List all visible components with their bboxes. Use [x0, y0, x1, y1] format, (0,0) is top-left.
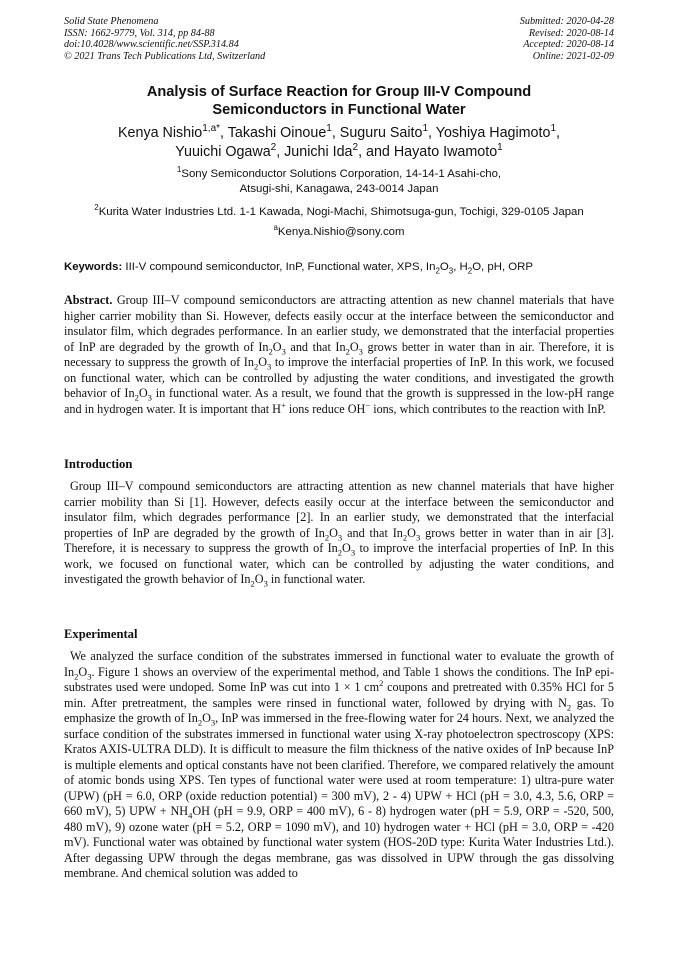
intro-text: O	[329, 525, 338, 540]
intro-text: O	[342, 541, 351, 555]
email-link[interactable]: Kenya.Nishio@sony.com	[277, 226, 405, 238]
author-line-2	[40, 143, 638, 162]
corresponding-email	[40, 225, 638, 240]
abstract	[64, 293, 614, 417]
subscript: 2	[268, 345, 273, 356]
revised-date: Revised: 2020-08-14	[528, 27, 614, 39]
author-name: Kenya Nishio	[118, 125, 203, 141]
affiliation-2	[40, 205, 638, 220]
abstract-label: Abstract.	[64, 293, 113, 307]
subscript: 3	[210, 717, 216, 728]
subscript: 2	[337, 547, 343, 558]
subscript: 3	[87, 670, 92, 681]
subscript: 3	[147, 392, 152, 403]
author-sup: 2	[270, 142, 277, 154]
title-line-2: Semiconductors in Functional Water	[212, 102, 466, 118]
journal-name: Solid State Phenomena	[64, 16, 159, 27]
author-name: , and Hayato Iwamoto	[358, 144, 498, 160]
subscript: 2	[324, 531, 330, 542]
header-left	[64, 16, 265, 62]
introduction-heading: Introduction	[64, 457, 133, 471]
exp-text: . Figure 1 shows an overview of the experimental method, and Table 1 shows the conditions. The InP epi-substrates used were undoped. Some InP was cut into 1 × 1 cm	[64, 664, 614, 694]
superscript: 2	[379, 677, 384, 688]
introduction-body	[64, 479, 614, 588]
subscript: 3	[358, 345, 363, 356]
author-sup: 1	[422, 123, 429, 135]
author-separator: ,	[556, 125, 560, 141]
subscript: 2	[197, 717, 203, 728]
keywords	[64, 260, 624, 275]
affiliation-sup: 1	[176, 165, 182, 175]
abstract-text: Group III–V compound semiconductors are attracting attention as new channel materials that have higher carrier mobility than Si. However, defects easily occur at the interface between the semiconductor and insulator film, which degrades performance. In an earlier study, we demonstrated that the interfacial properties of InP are degraded by the growth of In	[64, 293, 614, 354]
affiliation-1-line-1	[40, 167, 638, 182]
keywords-text: O, pH, ORP	[472, 261, 533, 273]
author-name: Yuuichi Ogawa	[175, 144, 271, 160]
paper-title	[40, 83, 638, 119]
experimental-heading: Experimental	[64, 627, 138, 641]
abstract-text: to improve the interfacial properties of InP. In this work, we focused on functional water, which can be controlled by adjusting the water conditions, and investigated the growth behavior of In	[64, 355, 614, 400]
doi-line[interactable]: doi:10.4028/www.scientific.net/SSP.314.84	[64, 39, 239, 51]
subscript: 2	[467, 266, 473, 276]
subscript: 2	[402, 531, 408, 542]
exp-text: OH (pH = 9.9, ORP = 400 mV), 6 - 8) hydrogen water (pH = 5.9, ORP = -520, 500, 480 mV), 9) ozone water (pH = 5.2, ORP = 1090 mV), and 10) hydrogen water + HCl (pH = 3.0, ORP = -420 mV). Functional water was obtained by functional water system (HOS-20D type: Kurita Water Industries Ltd.). After degassing UPW through the degas membrane, gas was dissolved in UPW through the gas dissolving membrane. And chemical solution was added to	[64, 804, 614, 880]
subscript: 2	[345, 345, 350, 356]
superscript: −	[365, 399, 371, 410]
subscript: 3	[448, 266, 454, 276]
experimental-body	[64, 649, 614, 882]
abstract-text: ions reduce OH	[285, 401, 366, 416]
affiliation-text: Sony Semiconductor Solutions Corporation, 14-14-1 Asahi-cho,	[181, 168, 502, 180]
issn-line: ISSN: 1662-9779, Vol. 314, pp 84-88	[64, 27, 215, 39]
affiliation-sup: 2	[94, 203, 99, 213]
title-line-1: Analysis of Surface Reaction for Group III-V Compound	[146, 84, 532, 100]
submitted-date: Submitted: 2020-04-28	[519, 16, 614, 27]
abstract-text: O	[138, 386, 148, 400]
keywords-text: III-V compound semiconductor, InP, Functional water, XPS, In	[122, 261, 436, 273]
copyright-line: © 2021 Trans Tech Publications Ltd, Switzerland	[64, 50, 266, 62]
author-name: , Takashi Oinoue	[220, 125, 327, 141]
exp-text: coupons and pretreated with 0.35% HCl for 5 min. After pretreatment, the samples were rinsed in functional water, followed by drying with N	[64, 680, 614, 710]
exp-text: gas. To emphasize the growth of In	[64, 695, 614, 725]
subscript: 3	[267, 361, 272, 372]
intro-text: Group III–V compound semiconductors are attracting attention as new channel materials that have higher carrier mobility than Si [1]. However, defects easily occur at the interface between the semiconductor and insulator film, which degrades performance [2]. In an earlier study, we demonstrated that the interfacial properties of InP are degraded by the growth of In	[64, 479, 614, 540]
subscript: 3	[281, 345, 286, 356]
affiliation-text: Kurita Water Industries Ltd. 1-1 Kawada, Nogi-Machi, Shimotsuga-gun, Tochigi, 329-0105 Japan	[98, 206, 584, 218]
abstract-text: and that In	[285, 339, 346, 354]
author-sup: 1	[497, 142, 503, 154]
author-sup: 1	[550, 123, 556, 135]
abstract-text: O	[272, 339, 282, 354]
abstract-text: in functional water. As a result, we found that the growth is suppressed in the low-pH range and in hydrogen water. It is important that H	[64, 386, 614, 416]
intro-text: O	[407, 525, 416, 540]
subscript: 2	[253, 361, 259, 372]
subscript: 3	[350, 547, 356, 558]
author-list	[40, 124, 638, 162]
abstract-text: O	[258, 355, 268, 369]
subscript: 3	[263, 578, 268, 589]
email-sup: a	[273, 223, 278, 233]
keywords-text: , H	[453, 261, 468, 273]
author-name: , Junichi Ida	[276, 144, 353, 160]
author-sup: 2	[352, 142, 359, 154]
subscript: 2	[566, 701, 572, 712]
accepted-date: Accepted: 2020-08-14	[523, 39, 614, 51]
subscript: 2	[74, 670, 79, 681]
abstract-text: ions, which contributes to the reaction with InP.	[370, 401, 606, 416]
exp-text: We analyzed the surface condition of the substrates immersed in functional water to evaluate the growth of In	[64, 649, 614, 679]
subscript: 2	[250, 578, 255, 589]
subscript: 3	[415, 531, 421, 542]
author-line-1	[40, 124, 638, 143]
keywords-text: O	[439, 261, 449, 273]
intro-text: O	[254, 572, 264, 586]
author-sup: 1,a*	[202, 123, 221, 135]
affiliation-1	[40, 167, 638, 197]
keywords-label: Keywords:	[64, 261, 123, 273]
author-name: , Suguru Saito	[331, 125, 423, 141]
subscript: 3	[337, 531, 343, 542]
exp-text: O	[202, 711, 211, 725]
intro-text: and that In	[342, 525, 403, 540]
subscript: 2	[134, 392, 139, 403]
online-date: Online: 2021-02-09	[532, 50, 614, 62]
abstract-text: grows better in water than in air. Therefore, it is necessary to suppress the growth of In	[64, 339, 615, 369]
superscript: +	[280, 399, 286, 410]
exp-text: O	[78, 664, 88, 679]
subscript: 4	[188, 810, 193, 821]
affiliation-1-line-2: Atsugi-shi, Kanagawa, 243-0014 Japan	[239, 183, 439, 195]
subscript: 2	[435, 266, 440, 276]
exp-text: , InP was immersed in the free-flowing water for 24 hours. Next, we analyzed the surface condition of the substrates immersed in functional water using X-ray photoelectron spectroscopy (XPS: Kratos AXIS-ULTRA DLD). It is difficult to measure the film thickness of the native oxides of InP because InP is multiple elements and optical constants have not been clarified. Therefore, we compared relatively the amount of atomic bonds using XPS. Ten types of functional water were used at room temperature: 1) ultra-pure water (UPW) (pH = 6.0, ORP (oxide reduction potential) = 300 mV), 2 - 4) UPW + HCl (pH = 3.0, 4.3, 5.6, ORP = 660 mV), 5) UPW + NH	[64, 711, 614, 818]
author-sup: 1	[326, 123, 332, 135]
intro-text: to improve the interfacial properties of InP. In this work, we focused on functional water, which can be controlled by adjusting the water conditions, and investigated the growth behavior of In	[64, 541, 614, 586]
abstract-text: O	[349, 339, 359, 354]
intro-text: in functional water.	[267, 572, 366, 586]
intro-text: grows better in water than in air [3]. Therefore, it is necessary to suppress the growth of In	[64, 525, 614, 555]
author-name: , Yoshiya Hagimoto	[428, 125, 551, 141]
header-right	[520, 16, 614, 62]
